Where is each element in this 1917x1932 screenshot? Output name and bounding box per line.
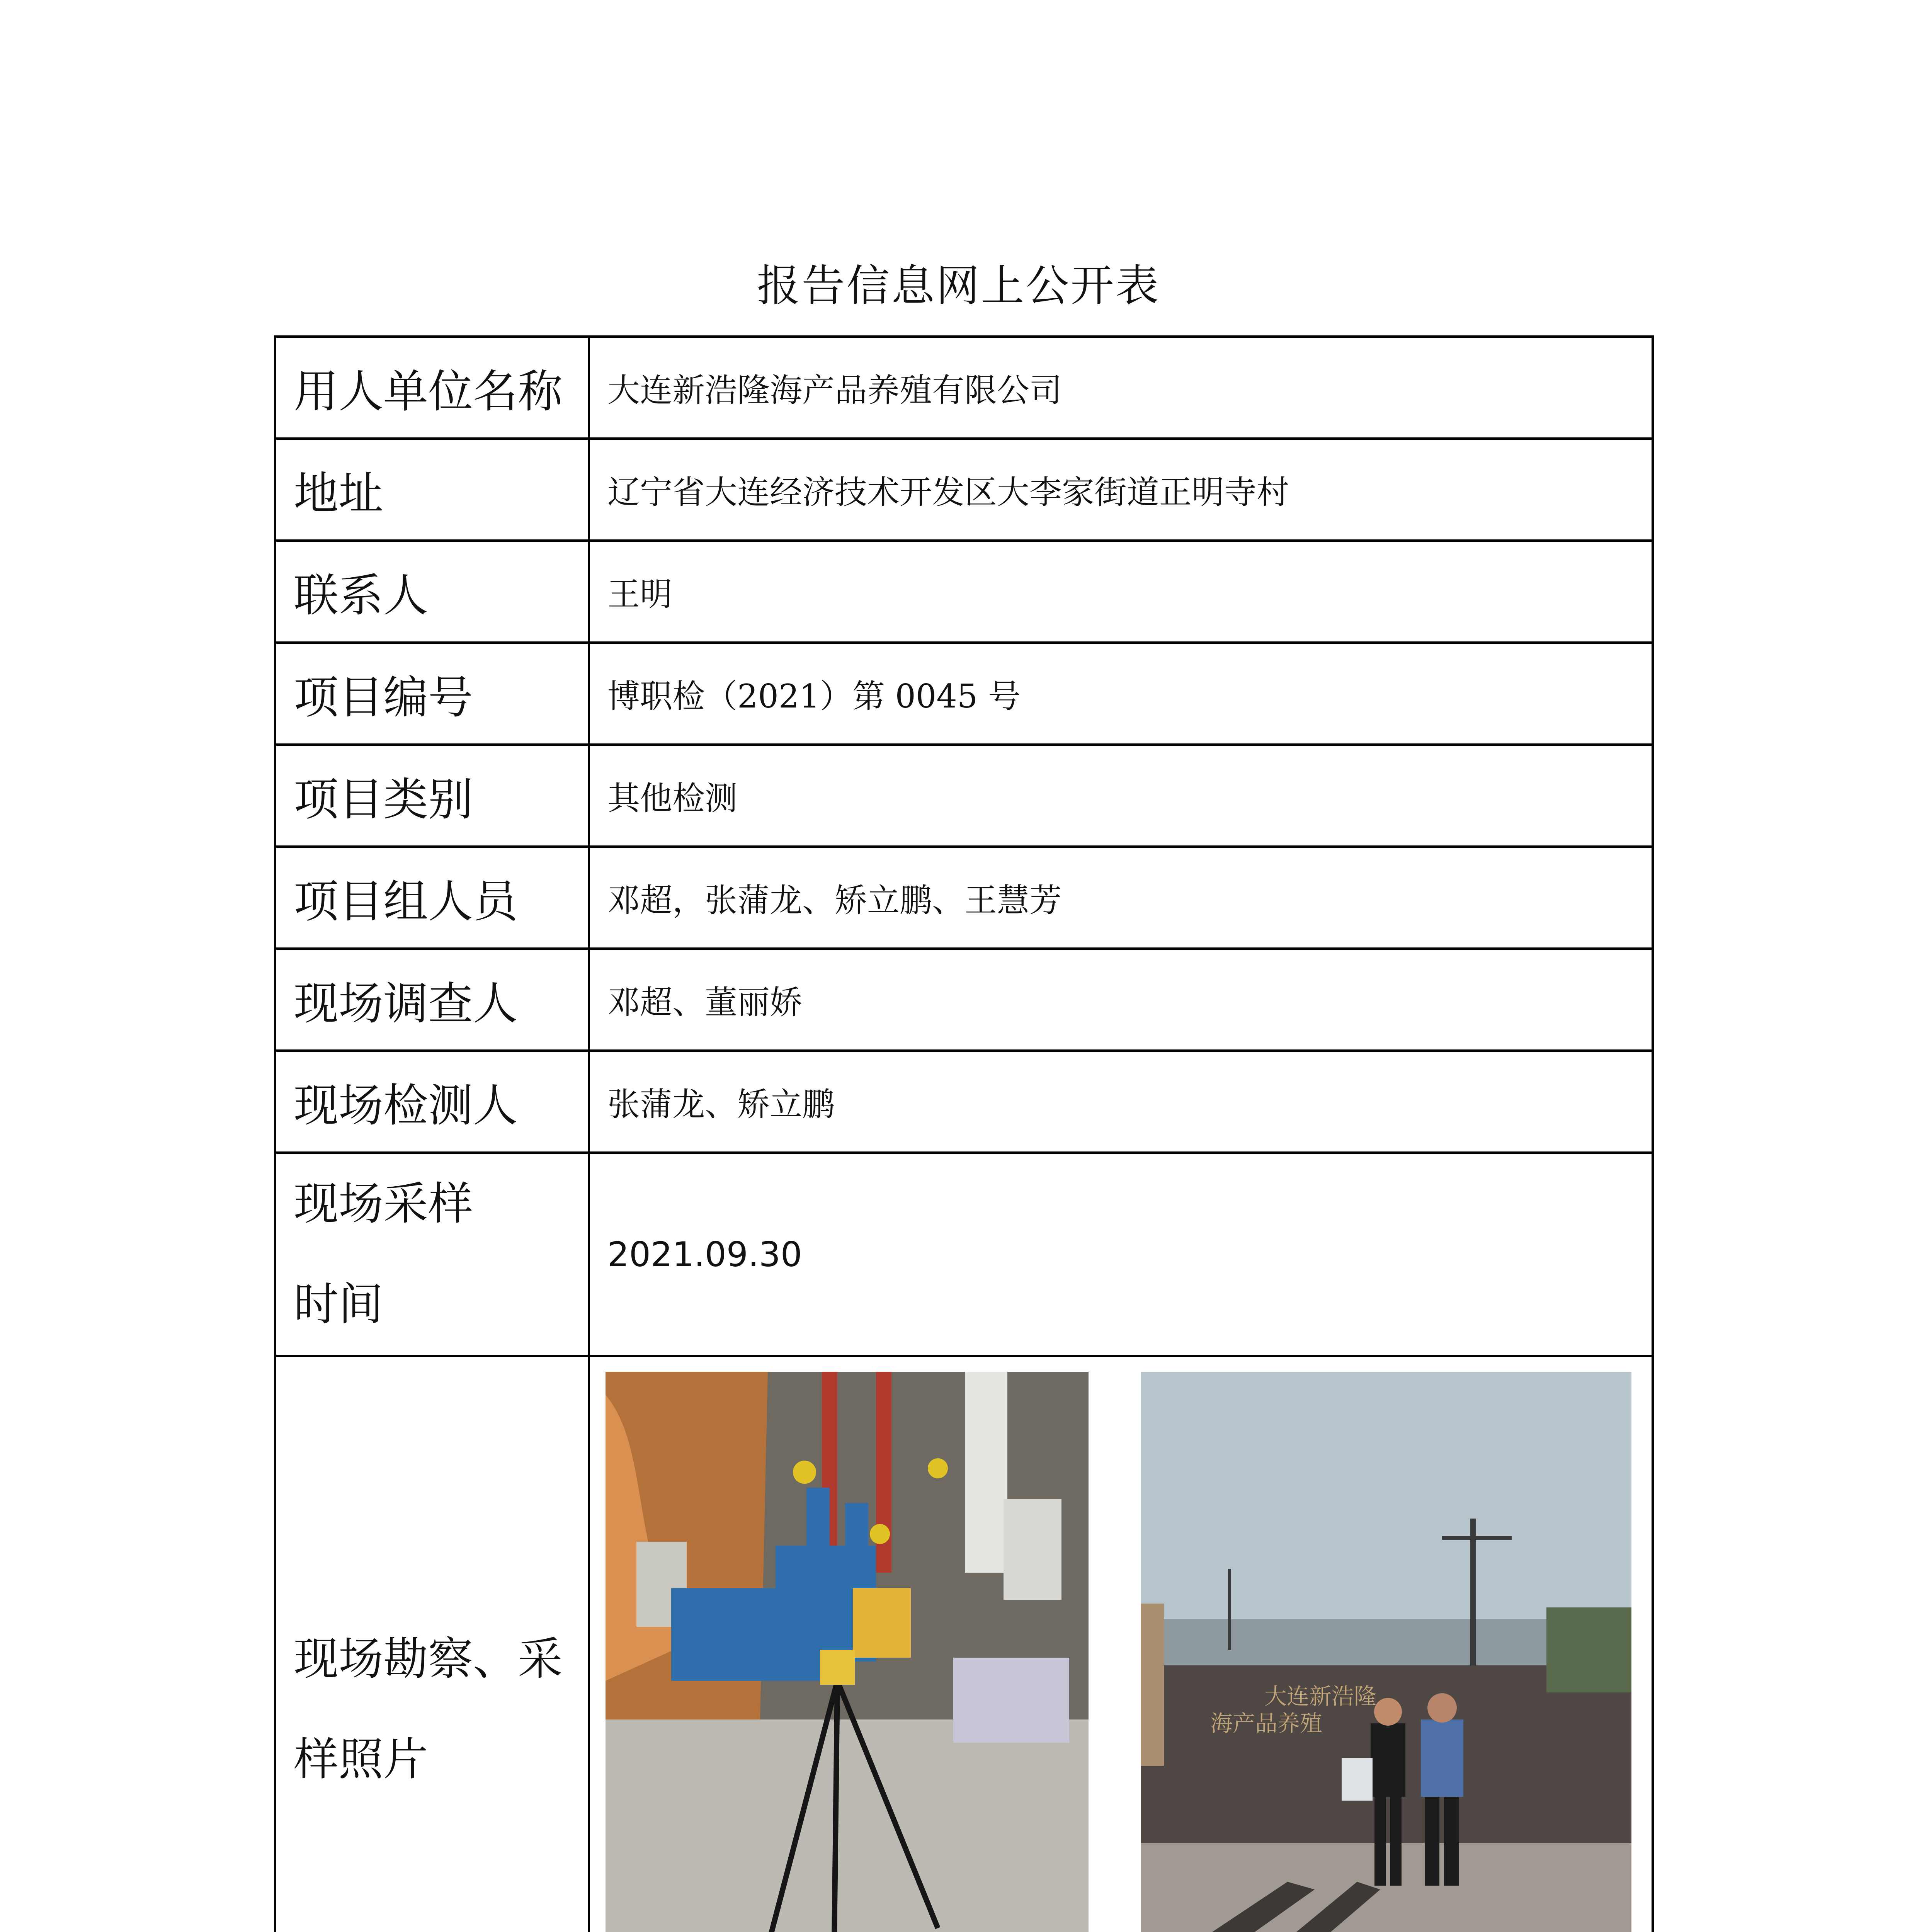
site-photo-machine-room [606, 1372, 1089, 1932]
contact-value: 王明 [589, 541, 1653, 643]
table-row [275, 949, 1653, 1051]
sampling-time-label-line2: 时间 [294, 1278, 383, 1330]
project-category-value: 其他检测 [589, 745, 1653, 847]
project-category-label: 项目类别 [275, 745, 589, 847]
contact-label: 联系人 [275, 541, 589, 643]
sign-text-line1: 大连新浩隆 [1264, 1683, 1377, 1709]
table-row [275, 439, 1653, 541]
team-members-value: 邓超，张蒲龙、矫立鹏、王慧芳 [589, 847, 1653, 949]
sampling-time-label-line1: 现场采样 [294, 1178, 473, 1230]
site-tester-value: 张蒲龙、矫立鹏 [589, 1051, 1653, 1153]
team-members-label: 项目组人员 [275, 847, 589, 949]
site-photos-label-line1: 现场勘察、采 [294, 1633, 563, 1685]
employer-name-value: 大连新浩隆海产品养殖有限公司 [589, 337, 1653, 439]
table-row [275, 1153, 1653, 1356]
site-investigator-value: 邓超、董丽娇 [589, 949, 1653, 1051]
site-photos-cell [589, 1356, 1653, 1932]
address-value: 辽宁省大连经济技术开发区大李家街道正明寺村 [589, 439, 1653, 541]
address-label: 地址 [275, 439, 589, 541]
site-investigator-label: 现场调查人 [275, 949, 589, 1051]
info-table [274, 335, 1654, 1932]
sign-text-line2: 海产品养殖 [1210, 1710, 1323, 1736]
table-row [275, 745, 1653, 847]
table-row [275, 337, 1653, 439]
sampling-time-value: 2021.09.30 [589, 1153, 1653, 1356]
table-row [275, 1356, 1653, 1932]
table-row [275, 541, 1653, 643]
site-photo-entrance [1141, 1372, 1631, 1932]
project-number-value: 博职检（2021）第 0045 号 [589, 643, 1653, 745]
table-row [275, 1051, 1653, 1153]
site-tester-label: 现场检测人 [275, 1051, 589, 1153]
project-number-label: 项目编号 [275, 643, 589, 745]
table-row [275, 643, 1653, 745]
sampling-time-label [275, 1153, 589, 1356]
employer-name-label: 用人单位名称 [275, 337, 589, 439]
site-photos-label-line2: 样照片 [294, 1733, 428, 1786]
table-row [275, 847, 1653, 949]
page-title: 报告信息网上公开表 [757, 261, 1160, 311]
site-photos-label [275, 1356, 589, 1932]
